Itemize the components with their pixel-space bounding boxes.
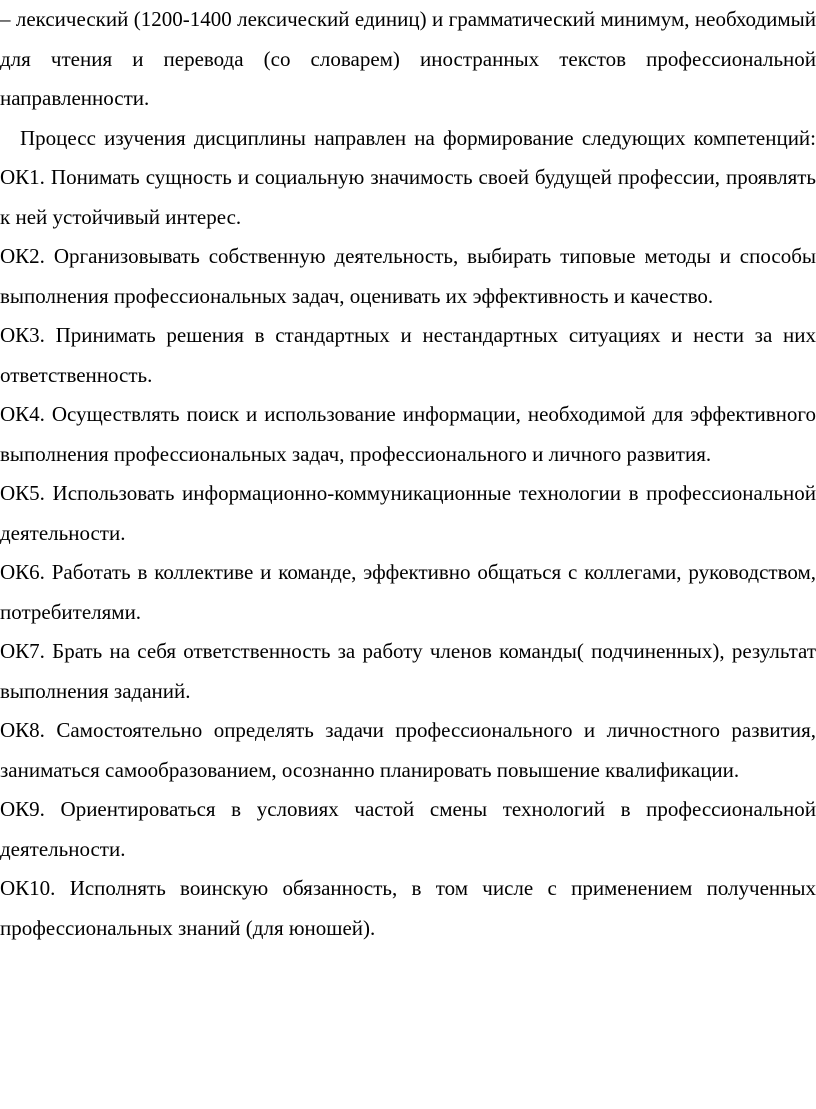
paragraph-lexical-minimum: – лексический (1200-1400 лексический единиц) и грамматический минимум, необходимый для чтения и перевода (со словарем) иностранных текстов профессиональной направленности. [0, 7, 816, 110]
paragraph-ok9: ОК9. Ориентироваться в условиях частой смены технологий в профессиональной деятельности. [0, 797, 816, 861]
paragraph-ok4: ОК4. Осуществлять поиск и использование информации, необходимой для эффективного выполнения профессиональных задач, профессионального и личного развития. [0, 402, 816, 466]
paragraph-ok10: ОК10. Исполнять воинскую обязанность, в том числе с применением полученных профессиональных знаний (для юношей). [0, 876, 816, 940]
paragraph-ok2: ОК2. Организовывать собственную деятельность, выбирать типовые методы и способы выполнения профессиональных задач, оценивать их эффективность и качество. [0, 244, 816, 308]
paragraph-ok7: ОК7. Брать на себя ответственность за работу членов команды( подчиненных), результат выполнения заданий. [0, 639, 816, 703]
paragraph-ok8: ОК8. Самостоятельно определять задачи профессионального и личностного развития, заниматься самообразованием, осознанно планировать повышение квалификации. [0, 718, 816, 782]
paragraph-ok5: ОК5. Использовать информационно-коммуникационные технологии в профессиональной деятельности. [0, 481, 816, 545]
paragraph-ok6: ОК6. Работать в коллективе и команде, эффективно общаться с коллегами, руководством, потребителями. [0, 560, 816, 624]
paragraph-competencies-intro: Процесс изучения дисциплины направлен на формирование следующих компетенций: ОК1. Понимать сущность и социальную значимость своей будущей профессии, проявлять к ней устойчивый интерес. [0, 125, 816, 229]
paragraph-ok3: ОК3. Принимать решения в стандартных и нестандартных ситуациях и нести за них ответственность. [0, 323, 816, 387]
